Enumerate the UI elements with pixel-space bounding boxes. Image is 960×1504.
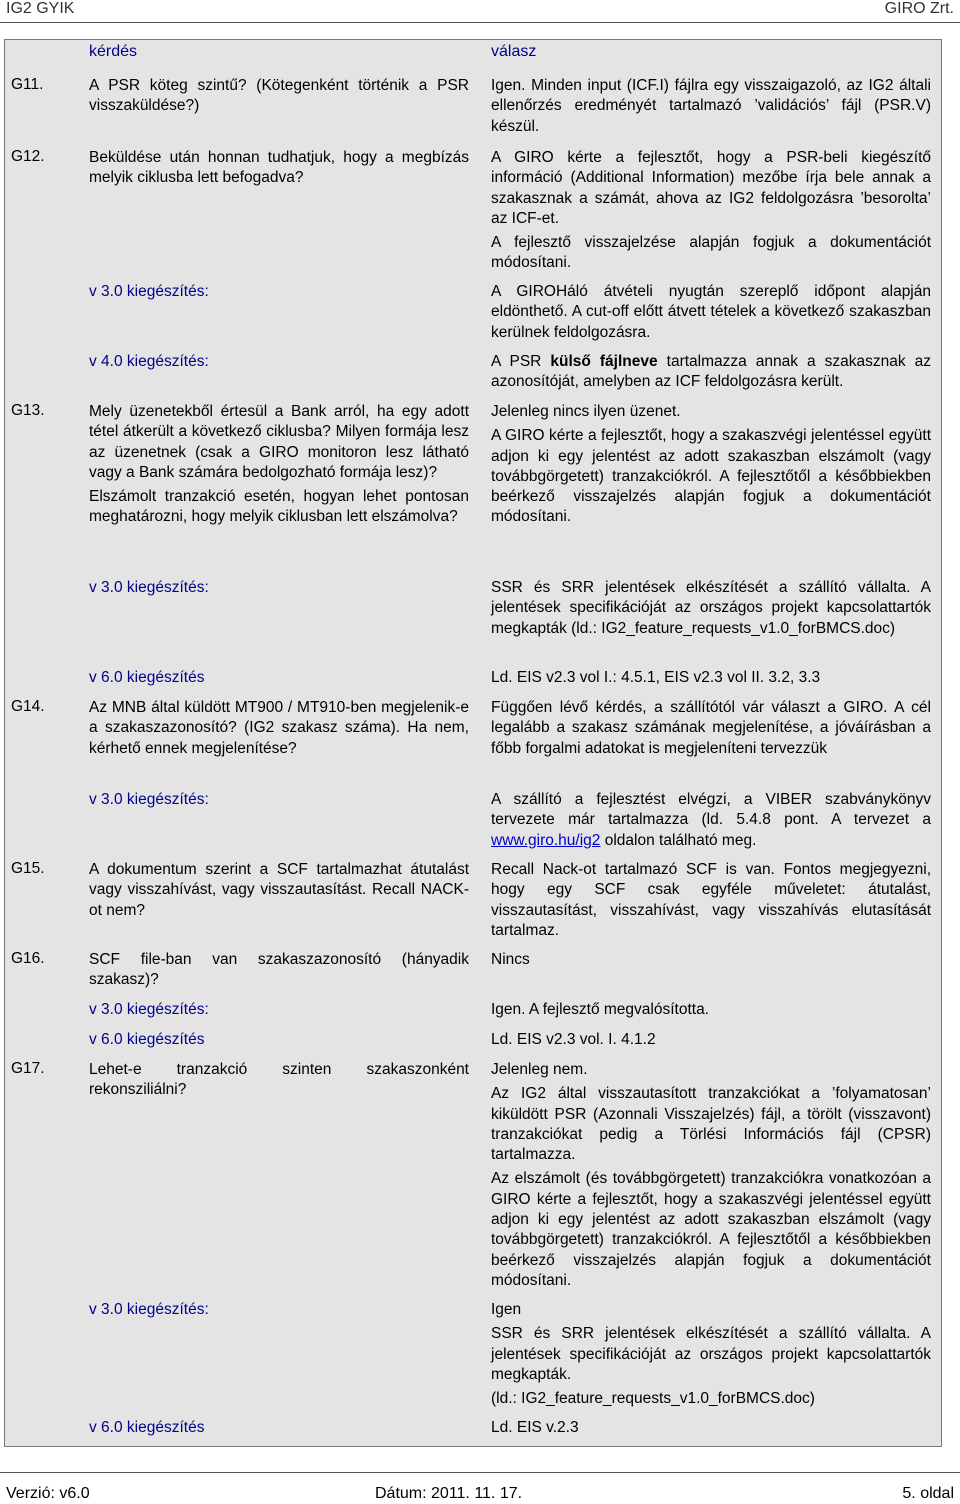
bold-term: külső fájlneve xyxy=(550,353,658,370)
question-text: A dokumentum szerint a SCF tartalmazhat átutalást vagy visszahívást, vagy visszautasítást. Recall NACK-ot nem? xyxy=(89,861,469,919)
header-company: GIRO Zrt. xyxy=(884,0,954,17)
question-text: Az MNB által küldött MT900 / MT910-ben megjelenik-e a szakaszazonosító? (IG2 szakasz száma). Ha nem, kérhető ennek megjelenítése? xyxy=(89,699,469,757)
question-id: G12. xyxy=(11,148,45,165)
question-id: G16. xyxy=(11,950,45,967)
supplement-label: v 4.0 kiegészítés: xyxy=(89,353,209,370)
supplement-text: A szállító a fejlesztést elvégzi, a VIBER szabványkönyv tervezete már tartalmazza (ld. 5.4.8 pont. A tervezet a www.giro.hu/ig2 oldalon található meg. xyxy=(491,791,931,849)
supplement-text: A GIROHáló átvételi nyugtán szereplő időpont alapján eldönthető. A cut-off előtt átvett tételek a következő szakaszban kerülnek feldolgozásra. xyxy=(491,283,931,341)
answer-text: A fejlesztő visszajelzése alapján fogjuk a dokumentációt módosítani. xyxy=(491,234,931,272)
question-block xyxy=(89,402,469,528)
answer-text: Jelenleg nincs ilyen üzenet. xyxy=(491,403,681,420)
supplement-text: Ld. EIS v.2.3 xyxy=(491,1419,579,1436)
supplement-text: A PSR külső fájlneve tartalmazza annak a szakasznak az azonosítóját, amelyben az ICF feldolgozásra került. xyxy=(491,353,932,391)
column-header-question: kérdés xyxy=(89,43,138,60)
page-footer xyxy=(0,1472,960,1504)
supplement-text: Igen xyxy=(491,1301,522,1318)
supplement-label: v 3.0 kiegészítés: xyxy=(89,283,209,300)
answer-block xyxy=(491,402,931,528)
question-text: Lehet-e tranzakció szinten szakaszonként rekonsziliálni? xyxy=(89,1061,469,1099)
giro-ig2-link[interactable]: www.giro.hu/ig2 xyxy=(491,831,601,849)
answer-text: Az IG2 által visszautasított tranzakciókat a ’folyamatosan’ kiküldött PSR (Azonnali Visszajelzés) fájl, a törölt (visszavont) tranzakciókat pedig a Törlési Információs fájl (CPSR) tartalmazza. xyxy=(491,1085,931,1164)
answer-text: Függően lévő kérdés, a szállítótól vár választ a GIRO. A cél legalább a szakasz számának megjelenítése, a jóváírásban a főbb forgalmi adatokat is megjeleníteni tervezzük xyxy=(491,699,931,757)
question-text: SCF file-ban van szakaszazonosító (hányadik szakasz)? xyxy=(89,951,469,989)
supplement-text: Igen. A fejlesztő megvalósította. xyxy=(491,1001,709,1018)
supplement-label: v 6.0 kiegészítés xyxy=(89,669,205,686)
supplement-label: v 3.0 kiegészítés: xyxy=(89,1001,209,1018)
answer-block xyxy=(491,1060,931,1291)
question-id: G11. xyxy=(11,76,44,93)
supplement-label: v 3.0 kiegészítés: xyxy=(89,1301,209,1318)
answer-text: Igen. Minden input (ICF.I) fájlra egy visszaigazoló, az IG2 általi ellenőrzés eredményét tartalmazó ’validációs’ fájl (PSR.V) készül. xyxy=(491,77,931,135)
question-id: G15. xyxy=(11,860,45,877)
answer-text: A GIRO kérte a fejlesztőt, hogy a szakaszvégi jelentéssel együtt adjon ki egy jelentést az adott szakaszban elszámolt (vagy továbbgörgetett) tranzakciókról. A fejlesztőtől a későbbiekben beérkező visszajelzés alapján fogjuk a dokumentációt módosítani. xyxy=(491,427,931,526)
question-text: Mely üzenetekből értesül a Bank arról, ha egy adott tétel átkerült a következő ciklusba? Milyen formája lesz az üzenetnek (csak a GIRO monitoron lesz látható vagy a Bank számára bedolgozható formája lesz)? xyxy=(89,403,469,481)
question-text: A PSR köteg szintű? (Kötegenként történik a PSR visszaküldése?) xyxy=(89,77,469,115)
question-id: G17. xyxy=(11,1060,45,1077)
supplement-text: Ld. EIS v2.3 vol I.: 4.5.1, EIS v2.3 vol II. 3.2, 3.3 xyxy=(491,669,821,686)
question-id: G14. xyxy=(11,698,45,715)
supplement-text: (ld.: IG2_feature_requests_v1.0_forBMCS.doc) xyxy=(491,1390,815,1408)
supplement-label: v 6.0 kiegészítés xyxy=(89,1031,205,1048)
faq-table xyxy=(4,39,942,1447)
supplement-text: Ld. EIS v2.3 vol. I. 4.1.2 xyxy=(491,1031,656,1048)
answer-text: Jelenleg nem. xyxy=(491,1061,588,1078)
answer-text: Az elszámolt (és továbbgörgetett) tranzakciókra vonatkozóan a GIRO kérte a fejlesztőt, hogy a szakaszvégi jelentéssel együtt adjon ki egy jelentést az adott szakaszban elszámolt (vagy továbbgörgetett) tranzakciókról. A fejlesztőtől a későbbiekben beérkező visszajelzés alapján fogjuk a dokumentációt módosítani. xyxy=(491,1170,931,1289)
answer-text: Nincs xyxy=(491,951,530,968)
footer-version: Verzió: v6.0 xyxy=(6,1485,90,1502)
question-text: Beküldése után honnan tudhatjuk, hogy a megbízás melyik ciklusba lett befogadva? xyxy=(89,149,469,187)
supplement-text: SSR és SRR jelentések elkészítését a szállító vállalta. A jelentések specifikációját az országos projekt kapcsolattartók megkapták (ld.: IG2_feature_requests_v1.0_forBMCS.doc) xyxy=(491,579,931,637)
column-header-answer: válasz xyxy=(491,43,537,60)
supplement-label: v 3.0 kiegészítés: xyxy=(89,791,209,808)
footer-page-number: 5. oldal xyxy=(902,1485,954,1502)
supplement-label: v 3.0 kiegészítés: xyxy=(89,579,209,596)
answer-block xyxy=(491,148,931,274)
answer-text: Recall Nack-ot tartalmazó SCF is van. Fontos megjegyezni, hogy egy SCF csak egyféle műveletet: átutalást, visszautasítást, visszahívást, vagy visszahívás elutasítását tartalmaz. xyxy=(491,861,931,939)
answer-text: A GIRO kérte a fejlesztőt, hogy a PSR-beli kiegészítő információ (Additional Information) mezőbe írja bele annak a szakasznak a számát, ahova az IG2 feldolgozásra ’besorolta’ az ICF-et. xyxy=(491,149,931,227)
question-id: G13. xyxy=(11,402,45,419)
header-doc-title: IG2 GYIK xyxy=(6,0,75,17)
supplement-block xyxy=(491,1300,931,1409)
footer-date: Dátum: 2011. 11. 17. xyxy=(375,1485,523,1502)
page-header xyxy=(0,0,960,23)
supplement-text: SSR és SRR jelentések elkészítését a szállító vállalta. A jelentések specifikációját az országos projekt kapcsolattartók megkapták. xyxy=(491,1325,931,1383)
supplement-label: v 6.0 kiegészítés xyxy=(89,1419,205,1436)
question-text: Elszámolt tranzakció esetén, hogyan lehet pontosan meghatározni, hogy melyik ciklusban lett elszámolva? xyxy=(89,488,469,526)
